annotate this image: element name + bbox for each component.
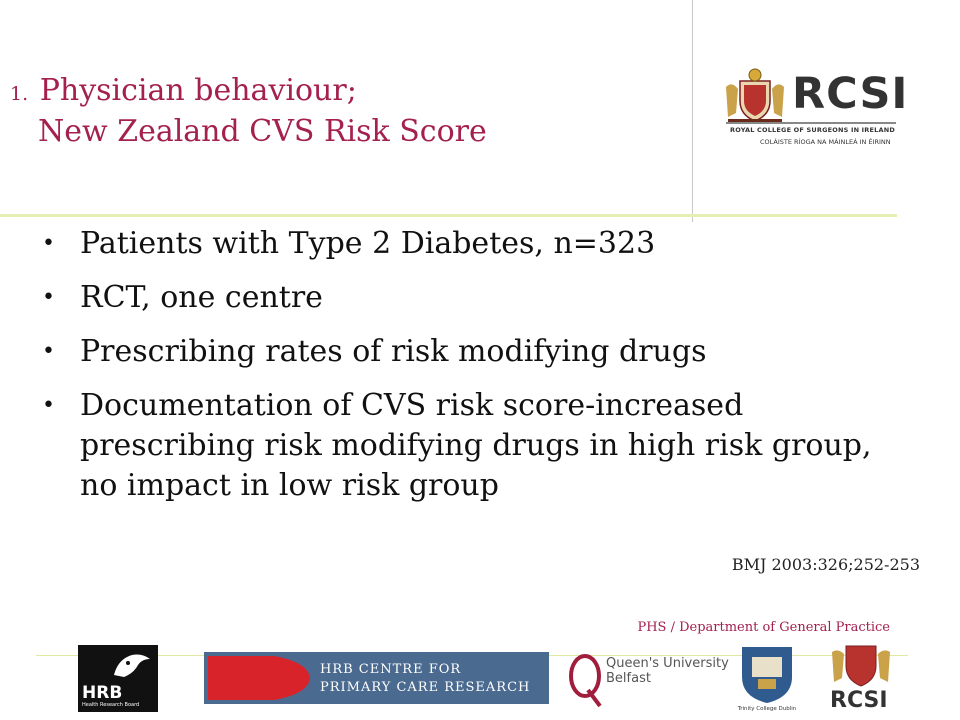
rcsi-small-logo (820, 640, 902, 716)
bullet-glyph: • (42, 393, 55, 418)
rcsi-crest-icon (722, 67, 788, 125)
bullet-item (42, 224, 942, 264)
queens-name: Queen's University (606, 656, 729, 671)
trinity-shield-icon (734, 643, 800, 705)
hrb-logo (78, 645, 158, 712)
bullet-item (42, 278, 942, 318)
title-number: 1. (10, 83, 29, 105)
hrb-wordmark: HRB (82, 683, 123, 703)
rcsi-small-wordmark: RCSI (830, 688, 888, 713)
hrb-centre-line-1: HRB CENTRE FOR (320, 662, 462, 677)
title-line-2: New Zealand CVS Risk Score (38, 114, 487, 149)
hrb-centre-shape-icon (204, 652, 314, 704)
trinity-logo (734, 643, 800, 715)
rcsi-wordmark: RCSI (792, 69, 909, 119)
rcsi-small-crest-icon (820, 640, 902, 688)
bullet-glyph: • (42, 339, 55, 364)
bullet-text: Patients with Type 2 Diabetes, n=323 (80, 226, 656, 261)
citation: BMJ 2003:326;252-253 (731, 555, 920, 574)
department-label: PHS / Department of General Practice (637, 620, 890, 635)
rcsi-irish-name: COLÁISTE RÍOGA NA MÁINLEÁ IN ÉIRINN (760, 138, 891, 146)
rcsi-divider (726, 122, 896, 124)
bullet-glyph: • (42, 285, 55, 310)
hrb-subtitle: Health Research Board (82, 702, 140, 708)
bullet-text: Documentation of CVS risk score-increased prescribing risk modifying drugs in high risk group, no impact in low risk group (80, 388, 872, 503)
title-rule (0, 214, 897, 217)
bullet-text: Prescribing rates of risk modifying drugs (80, 334, 707, 369)
queens-q-icon (568, 650, 604, 708)
hrb-bird-icon (78, 645, 158, 685)
queens-city: Belfast (606, 671, 651, 686)
bullet-item (42, 332, 942, 372)
bullet-text: RCT, one centre (80, 280, 323, 315)
hrb-centre-logo (204, 652, 549, 704)
bullet-list (42, 224, 942, 520)
slide-title (10, 72, 487, 151)
rcsi-logo (722, 65, 909, 157)
title-line-1: Physician behaviour; (39, 73, 357, 108)
bullet-glyph: • (42, 231, 55, 256)
trinity-name: Trinity College Dublin (737, 706, 797, 712)
bullet-item (42, 386, 942, 506)
rcsi-english-name: ROYAL COLLEGE OF SURGEONS IN IRELAND (730, 126, 895, 134)
queens-university-logo (568, 650, 729, 710)
hrb-centre-line-2: PRIMARY CARE RESEARCH (320, 680, 531, 695)
vertical-divider (692, 0, 693, 222)
